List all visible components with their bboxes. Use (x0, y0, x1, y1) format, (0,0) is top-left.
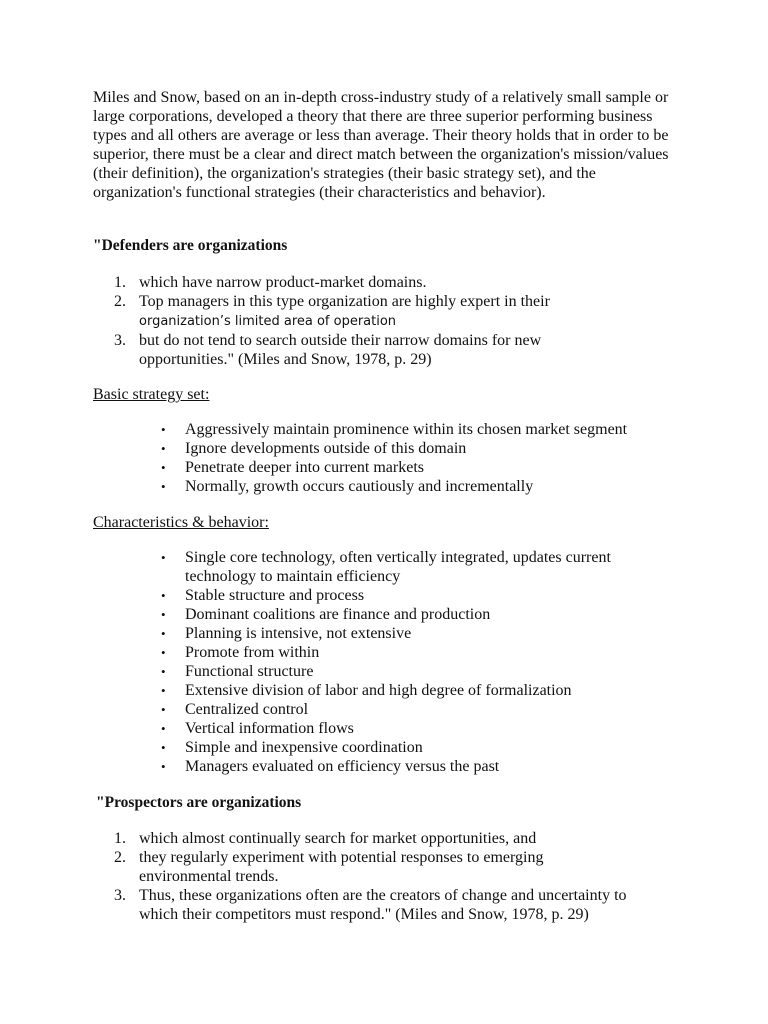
item-text: which have narrow product-market domains. (139, 274, 427, 291)
item-number: 1. (114, 274, 126, 291)
item-text: Functional structure (185, 663, 314, 680)
item-text: Planning is intensive, not extensive (185, 625, 412, 642)
item-text-continuation: environmental trends. (139, 868, 279, 885)
item-text: Normally, growth occurs cautiously and incrementally (185, 478, 534, 495)
list-item (93, 757, 653, 776)
item-text: Extensive division of labor and high degree of formalization (185, 682, 572, 699)
item-number: 1. (114, 830, 126, 847)
bullet-icon: • (161, 479, 166, 494)
bullet-icon: • (161, 702, 166, 717)
list-item (93, 586, 653, 605)
item-number: 2. (114, 293, 126, 310)
item-text: they regularly experiment with potential responses to emerging (139, 849, 544, 866)
item-text: Single core technology, often vertically integrated, updates current technology to maintain efficiency (185, 549, 611, 585)
item-text: Penetrate deeper into current markets (185, 459, 424, 476)
list-item (93, 719, 653, 738)
list-item (93, 662, 653, 681)
bullet-icon: • (161, 588, 166, 603)
item-text: which almost continually search for market opportunities, and (139, 830, 537, 847)
prospectors-list (93, 829, 693, 924)
list-item (93, 886, 693, 924)
bullet-icon: • (161, 422, 166, 437)
item-number: 2. (114, 849, 126, 866)
list-item (93, 458, 683, 477)
list-item (93, 477, 683, 496)
item-text: Managers evaluated on efficiency versus the past (185, 758, 500, 775)
list-item (93, 273, 683, 292)
item-text: Vertical information flows (185, 720, 354, 737)
intro-paragraph: Miles and Snow, based on an in-depth cross-industry study of a relatively small sample or large corporations, developed a theory that there are three superior performing business types and all others are average or less than average. Their theory holds that in order to be superior, there must be a clear and direct match between the organization's mission/values (their definition), the organization's strategies (their basic strategy set), and the organization's functional strategies (their characteristics and behavior). (93, 89, 669, 201)
bullet-icon: • (161, 740, 166, 755)
bullet-icon: • (161, 645, 166, 660)
item-text-continuation: opportunities." (Miles and Snow, 1978, p. 29) (139, 351, 432, 368)
list-item (93, 292, 683, 331)
item-text-continuation: organization’s limited area of operation (139, 314, 397, 329)
basic-strategy-label: Basic strategy set: (93, 386, 210, 403)
item-text: Stable structure and process (185, 587, 365, 604)
item-text: Ignore developments outside of this domain (185, 440, 467, 457)
item-text: Thus, these organizations often are the creators of change and uncertainty to (139, 887, 627, 904)
list-item (93, 700, 653, 719)
bullet-icon: • (161, 441, 166, 456)
list-item (93, 624, 653, 643)
bullet-icon: • (161, 759, 166, 774)
list-item (93, 848, 693, 886)
item-text: but do not tend to search outside their narrow domains for new (139, 332, 542, 349)
basic-strategy-list (93, 420, 683, 496)
list-item (93, 738, 653, 757)
item-text: Aggressively maintain prominence within its chosen market segment (185, 421, 628, 438)
bullet-icon: • (161, 607, 166, 622)
list-item (93, 681, 653, 700)
item-text: Centralized control (185, 701, 309, 718)
list-item (93, 331, 683, 369)
bullet-icon: • (161, 626, 166, 641)
list-item (93, 420, 683, 439)
list-item (93, 548, 653, 586)
item-text-continuation: which their competitors must respond." (Miles and Snow, 1978, p. 29) (139, 906, 589, 923)
item-text: Dominant coalitions are finance and production (185, 606, 491, 623)
prospectors-heading: "Prospectors are organizations (96, 794, 302, 811)
item-number: 3. (114, 887, 126, 904)
characteristics-list (93, 548, 653, 776)
characteristics-label: Characteristics & behavior: (93, 514, 269, 531)
item-number: 3. (114, 332, 126, 349)
list-item (93, 643, 653, 662)
bullet-icon: • (161, 664, 166, 679)
list-item (93, 829, 693, 848)
defenders-list (93, 273, 683, 369)
defenders-heading: "Defenders are organizations (93, 237, 288, 254)
item-text: Promote from within (185, 644, 320, 661)
bullet-icon: • (161, 550, 166, 565)
bullet-icon: • (161, 460, 166, 475)
list-item (93, 439, 683, 458)
bullet-icon: • (161, 721, 166, 736)
list-item (93, 605, 653, 624)
item-text: Top managers in this type organization are highly expert in their (139, 293, 550, 310)
bullet-icon: • (161, 683, 166, 698)
item-text: Simple and inexpensive coordination (185, 739, 423, 756)
